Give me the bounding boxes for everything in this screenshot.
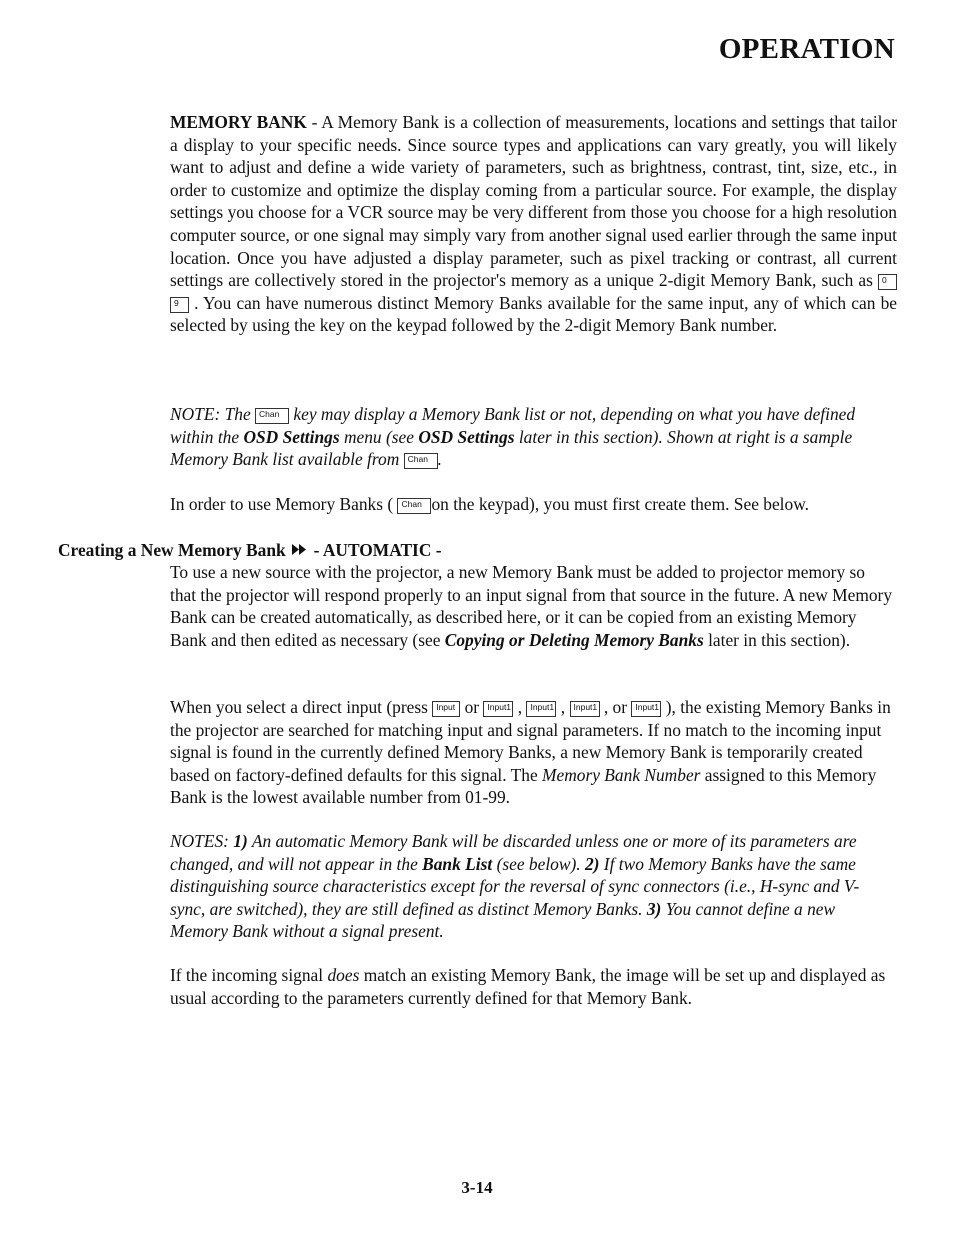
notes-bank-list: Bank List [422,853,493,874]
notes-text-4: If two Memory Banks have the same distinguishing source characteristics except for the reversal of sync connectors (i.e., H-sync and V-sync, are switched), they are still defined as distinct Memory Banks. [170,853,860,919]
direct-text-1: When you select a direct input (press [170,697,433,717]
direct-input-paragraph [170,696,897,809]
fast-forward-icon [292,544,306,555]
direct-or-1: or [460,697,484,717]
incoming-paragraph [170,964,892,1009]
note-osd-settings-1: OSD Settings [243,426,340,447]
notes-text-1: NOTES: [170,831,234,851]
heading-automatic: - AUTOMATIC - [313,540,442,560]
memory-bank-text-1: - A Memory Bank is a collection of measurements, locations and settings that tailor a display to your specific needs. Since source types and applications can vary greatly, you will likely want to adjust and define a wide variety of parameters, such as brightness, contrast, tint, size, etc., in order to customize and optimize the display coming from a particular source. For example, the display settings you choose for a VCR source may be very different from those you choose for a high resolution computer source, or one signal may simply vary from another signal used earlier through the same input location. Once you have adjusted a display parameter, such as pixel tracking or contrast, all current settings are collectively stored in the projector's memory as a unique 2-digit Memory Bank, such as [170,112,897,291]
creating-ref: Copying or Deleting Memory Banks [444,629,704,650]
direct-text-2: ), the existing Memory Banks in the projector are searched for matching input and signal parameters. If no match to the incoming input signal is found in the currently defined Memory Banks, a new Memory Bank is temporarily created based on factory-defined defaults for this signal. The [170,697,891,785]
note-text-3: menu (see [339,426,419,447]
notes-paragraph [170,830,892,943]
key-0: 0 [878,274,897,290]
incoming-text-2: match an existing Memory Bank, the image will be set up and displayed as usual according to the parameters currently defined for that Memory Bank. [170,965,886,1008]
notes-text-5: You cannot define a new Memory Bank without a signal present. [170,898,836,942]
note-text-4: later in this section). Shown at right is a sample Memory Bank list available from [170,426,853,470]
input1-key-2: Input1 [526,701,556,717]
direct-comma-2: , [556,697,570,717]
order-text-2: on the keypad), you must first create them. See below. [431,494,809,514]
input1-key-4: Input1 [631,701,661,717]
page-number: 3-14 [461,1178,493,1197]
memory-bank-number: Memory Bank Number [542,764,701,785]
note-text-5: . [437,449,442,470]
input-key: Input [432,701,460,717]
chan-key: Chan [255,408,289,424]
creating-text-1: To use a new source with the projector, a new Memory Bank must be added to projector memory so that the projector will respond properly to an input signal from that source in the future. A new Memory Bank can be created automatically, as described here, or it can be copied from an existing Memory Bank and then edited as necessary (see [170,562,893,650]
input1-key-3: Input1 [570,701,600,717]
section-heading [58,540,442,561]
notes-num-2: 2) [584,853,600,874]
memory-bank-text-2: . You can have numerous distinct Memory Banks available for the same input, any of which can be selected by using the key on the keypad followed by the 2-digit Memory Bank number. [170,292,897,336]
incoming-text-1: If the incoming signal [170,965,328,985]
note-text-1: NOTE: The [170,404,256,424]
memory-bank-term: MEMORY BANK [170,112,307,132]
note-text-2: key may display a Memory Bank list or not, depending on what you have defined within the [170,404,856,447]
heading-text: Creating a New Memory Bank [58,540,286,560]
input1-key-1: Input1 [483,701,513,717]
notes-text-3: (see below). [492,853,585,874]
creating-text-2: later in this section). [703,629,851,650]
note-osd-settings-2: OSD Settings [418,426,515,447]
direct-or-2: , or [599,697,632,717]
page-title: OPERATION [718,33,895,65]
key-9: 9 [170,297,189,313]
notes-text-2: An automatic Memory Bank will be discarded unless one or more of its parameters are changed, and will not appear in the [170,831,857,874]
chan-key-3: Chan [397,498,431,514]
direct-comma-1: , [513,697,527,717]
note-paragraph [170,403,890,471]
incoming-does: does [327,965,360,985]
order-paragraph [170,493,897,516]
notes-num-3: 3) [646,898,662,919]
notes-num-1: 1) [233,831,248,851]
chan-key-2: Chan [404,453,438,469]
memory-bank-paragraph [170,111,897,337]
direct-text-3: assigned to this Memory Bank is the lowest available number from 01-99. [170,764,877,808]
order-text-1: In order to use Memory Banks ( [170,494,398,514]
creating-paragraph [170,561,895,651]
